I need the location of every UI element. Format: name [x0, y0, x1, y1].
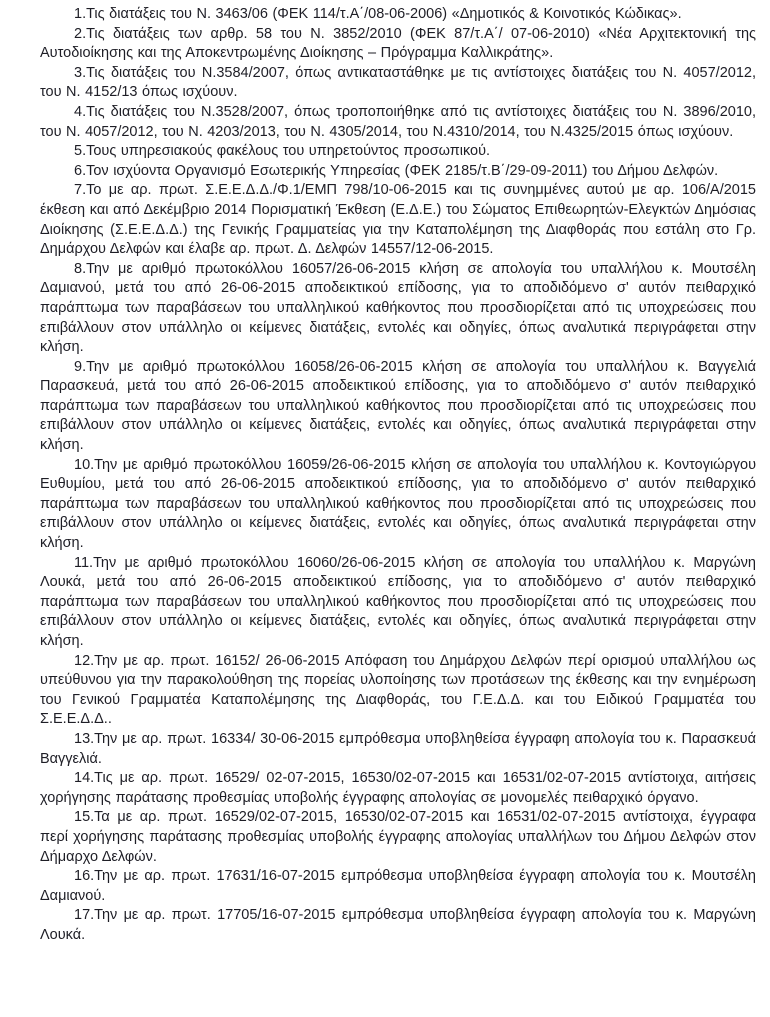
paragraph-item-12: 12.Την με αρ. πρωτ. 16152/ 26-06-2015 Απόφαση του Δημάρχου Δελφών περί ορισμού υπαλλήλου ως υπεύθυνου για την παρακολούθηση της πορείας υλοποίησης των προτάσεων της έκθεσης και την ενημέρωση του Γενικού Γραμματέα Καταπολέμησης της Διαφθοράς, του Γ.Ε.Δ.Δ. και του Ειδικού Γραμματέα του Σ.Ε.Ε.Δ.Δ..	[40, 652, 756, 728]
paragraph-item-2: 2.Τις διατάξεις των αρθρ. 58 του Ν. 3852/2010 (ΦΕΚ 87/τ.Α΄/ 07-06-2010) «Νέα Αρχιτεκτονική της Αυτοδιοίκησης και της Αποκεντρωμένης Διοίκησης – Πρόγραμμα Καλλικράτης».	[40, 25, 756, 62]
paragraph-item-14: 14.Τις με αρ. πρωτ. 16529/ 02-07-2015, 16530/02-07-2015 και 16531/02-07-2015 αντίστοιχα, αιτήσεις χορήγησης παράτασης προθεσμίας υποβολής έγγραφης απολογίας σε μονομελές πειθαρχικό όργανο.	[40, 770, 756, 806]
paragraph-item-9: 9.Την με αριθμό πρωτοκόλλου 16058/26-06-2015 κλήση σε απολογία του υπαλλήλου κ. Βαγγελιά Παρασκευά, μετά του από 26-06-2015 αποδεικτικού επίδοσης, για το αποδιδόμενο σ' αυτόν πειθαρχικό παράπτωμα των παραβάσεων του υπαλληλικού καθήκοντος που προσδιορίζεται από τις υποχρεώσεις που επιβάλλουν στον υπάλληλο οι κείμενες διατάξεις, εντολές και οδηγίες, όπως αναλυτικά περιγράφεται στην κλήση.	[40, 358, 756, 454]
paragraph-item-17: 17.Την με αρ. πρωτ. 17705/16-07-2015 εμπρόθεσμα υποβληθείσα έγγραφη απολογία του κ. Μαργώνη Λουκά.	[40, 907, 756, 943]
paragraph-item-1: 1.Τις διατάξεις του Ν. 3463/06 (ΦΕΚ 114/τ.Α΄/08-06-2006) «Δημοτικός & Κοινοτικός Κώδικας».	[74, 6, 682, 22]
paragraph-item-4: 4.Τις διατάξεις του Ν.3528/2007, όπως τροποποιήθηκε από τις αντίστοιχες διατάξεις του Ν. 3896/2010, του Ν. 4057/2012, του Ν. 4203/2013, του Ν. 4305/2014, του Ν.4310/2014, του Ν.4325/2015 όπως ισχύουν.	[40, 103, 756, 140]
paragraph-item-3: 3.Τις διατάξεις του Ν.3584/2007, όπως αντικαταστάθηκε με τις αντίστοιχες διατάξεις του Ν. 4057/2012, του Ν. 4152/13 όπως ισχύουν.	[40, 64, 756, 101]
paragraph-item-13: 13.Την με αρ. πρωτ. 16334/ 30-06-2015 εμπρόθεσμα υποβληθείσα έγγραφη απολογία του κ. Παρασκευά Βαγγελιά.	[40, 730, 756, 767]
paragraph-item-5: 5.Τους υπηρεσιακούς φακέλους του υπηρετούντος προσωπικού.	[74, 143, 491, 160]
paragraph-item-6: 6.Τον ισχύοντα Οργανισμό Εσωτερικής Υπηρεσίας (ΦΕΚ 2185/τ.Β΄/29-09-2011) του Δήμου Δελφών.	[74, 162, 719, 179]
paragraph-item-15: 15.Τα με αρ. πρωτ. 16529/02-07-2015, 16530/02-07-2015 και 16531/02-07-2015 αντίστοιχα, έγγραφα περί χορήγησης παράτασης προθεσμίας υποβολής έγγραφης απολογίας υπαλλήλων του Δήμου Δελφών στον Δήμαρχο Δελφών.	[40, 809, 756, 865]
paragraph-item-7: 7.Το με αρ. πρωτ. Σ.Ε.Ε.Δ.Δ./Φ.1/ΕΜΠ 798/10-06-2015 και τις συνημμένες αυτού με αρ. 106/Α/2015 έκθεση και από Δεκέμβριο 2014 Πορισματική Έκθεση (Ε.Δ.Ε.) του Σώματος Επιθεωρητών-Ελεγκτών Δημόσιας Διοίκησης (Σ.Ε.Ε.Δ.Δ.) της Γενικής Γραμματείας για την Καταπολέμηση της Διαφθοράς που εστάλη στο Γρ. Δημάρχου Δελφών και έλαβε αρ. πρωτ. Δ. Δελφών 14557/12-06-2015.	[40, 182, 756, 258]
paragraph-item-8: 8.Την με αριθμό πρωτοκόλλου 16057/26-06-2015 κλήση σε απολογία του υπαλλήλου κ. Μουτσέλη Δαμιανού, μετά του από 26-06-2015 αποδεικτικού επίδοσης, για το αποδιδόμενο σ' αυτόν πειθαρχικό παράπτωμα των παραβάσεων του υπαλληλικού καθήκοντος που προσδιορίζεται από τις υποχρεώσεις που επιβάλλουν στον υπάλληλο οι κείμενες διατάξεις, εντολές και οδηγίες, όπως αναλυτικά περιγράφεται στην κλήση.	[40, 260, 756, 356]
paragraph-item-11: 11.Την με αριθμό πρωτοκόλλου 16060/26-06-2015 κλήση σε απολογία του υπαλλήλου κ. Μαργώνη Λουκά, μετά του από 26-06-2015 αποδεικτικού επίδοσης, για το αποδιδόμενο σ' αυτόν πειθαρχικό παράπτωμα των παραβάσεων του υπαλληλικού καθήκοντος που προσδιορίζεται από τις υποχρεώσεις που επιβάλλουν στον υπάλληλο οι κείμενες διατάξεις, εντολές και οδηγίες, όπως αναλυτικά περιγράφεται στην κλήση.	[40, 554, 756, 649]
paragraph-item-16: 16.Την με αρ. πρωτ. 17631/16-07-2015 εμπρόθεσμα υποβληθείσα έγγραφη απολογία του κ. Μουτσέλη Δαμιανού.	[40, 868, 756, 904]
paragraph-item-10: 10.Την με αριθμό πρωτοκόλλου 16059/26-06-2015 κλήση σε απολογία του υπαλλήλου κ. Κοντογιώργου Ευθυμίου, μετά του από 26-06-2015 αποδεικτικού επίδοσης, για το αποδιδόμενο σ' αυτόν πειθαρχικό παράπτωμα των παραβάσεων του υπαλληλικού καθήκοντος που προσδιορίζεται από τις υποχρεώσεις που επιβάλλουν στον υπάλληλο οι κείμενες διατάξεις, εντολές και οδηγίες, όπως αναλυτικά περιγράφεται στην κλήση.	[40, 456, 756, 552]
